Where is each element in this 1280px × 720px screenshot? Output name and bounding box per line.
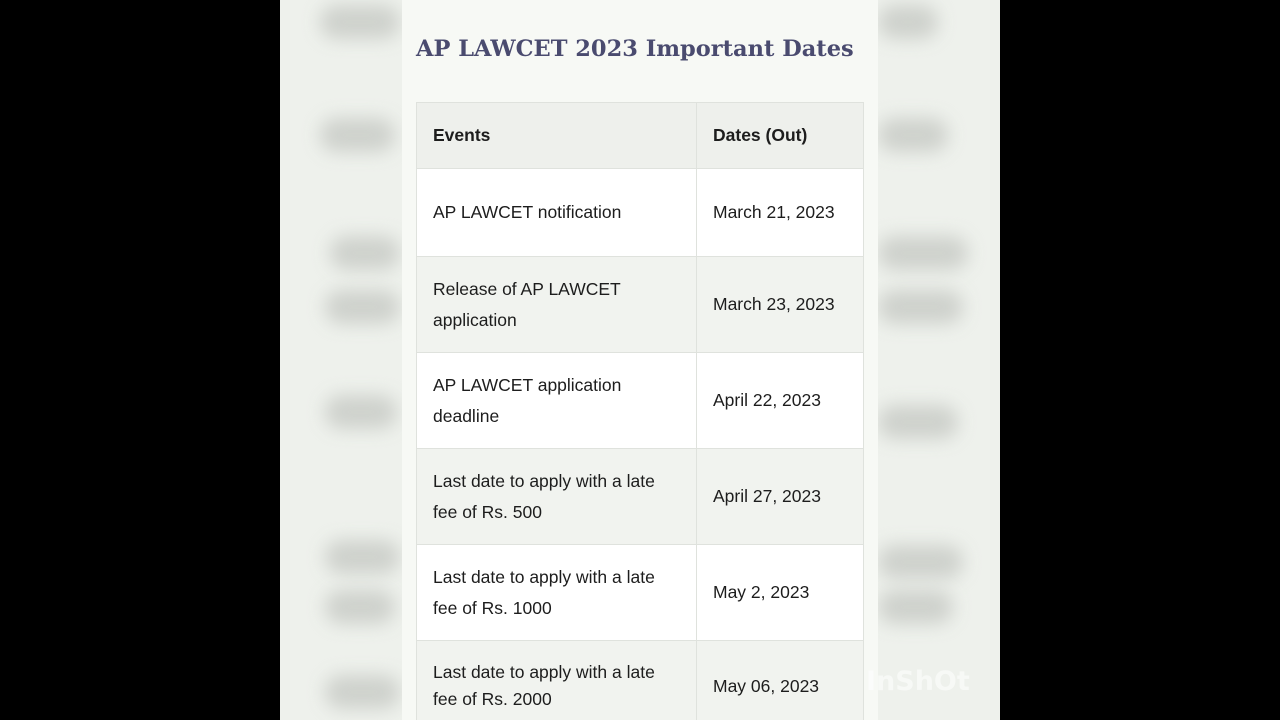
- date-cell: May 06, 2023: [697, 641, 864, 720]
- date-cell: April 27, 2023: [697, 449, 864, 545]
- date-cell: May 2, 2023: [697, 545, 864, 641]
- event-cell: AP LAWCET application deadline: [417, 353, 697, 449]
- blurred-background-right: [878, 0, 1000, 720]
- table-row: [417, 641, 864, 720]
- blurred-background-left: [280, 0, 402, 720]
- article-title: AP LAWCET 2023 Important Dates: [416, 36, 854, 62]
- date-cell: March 21, 2023: [697, 169, 864, 257]
- date-cell: March 23, 2023: [697, 257, 864, 353]
- important-dates-table: [416, 102, 864, 720]
- event-cell: Last date to apply with a late fee of Rs. 2000: [417, 641, 697, 720]
- event-cell: Release of AP LAWCET application: [417, 257, 697, 353]
- event-cell: Last date to apply with a late fee of Rs. 1000: [417, 545, 697, 641]
- table-row: [417, 353, 864, 449]
- event-cell: AP LAWCET notification: [417, 169, 697, 257]
- event-cell: Last date to apply with a late fee of Rs. 500: [417, 449, 697, 545]
- article-page: [402, 0, 878, 720]
- table-row: [417, 257, 864, 353]
- table-row: [417, 545, 864, 641]
- header-dates: Dates (Out): [697, 103, 864, 169]
- table-row: [417, 449, 864, 545]
- table-row: [417, 169, 864, 257]
- table-header-row: [417, 103, 864, 169]
- date-cell: April 22, 2023: [697, 353, 864, 449]
- inshot-watermark: InShOt: [866, 666, 970, 697]
- header-events: Events: [417, 103, 697, 169]
